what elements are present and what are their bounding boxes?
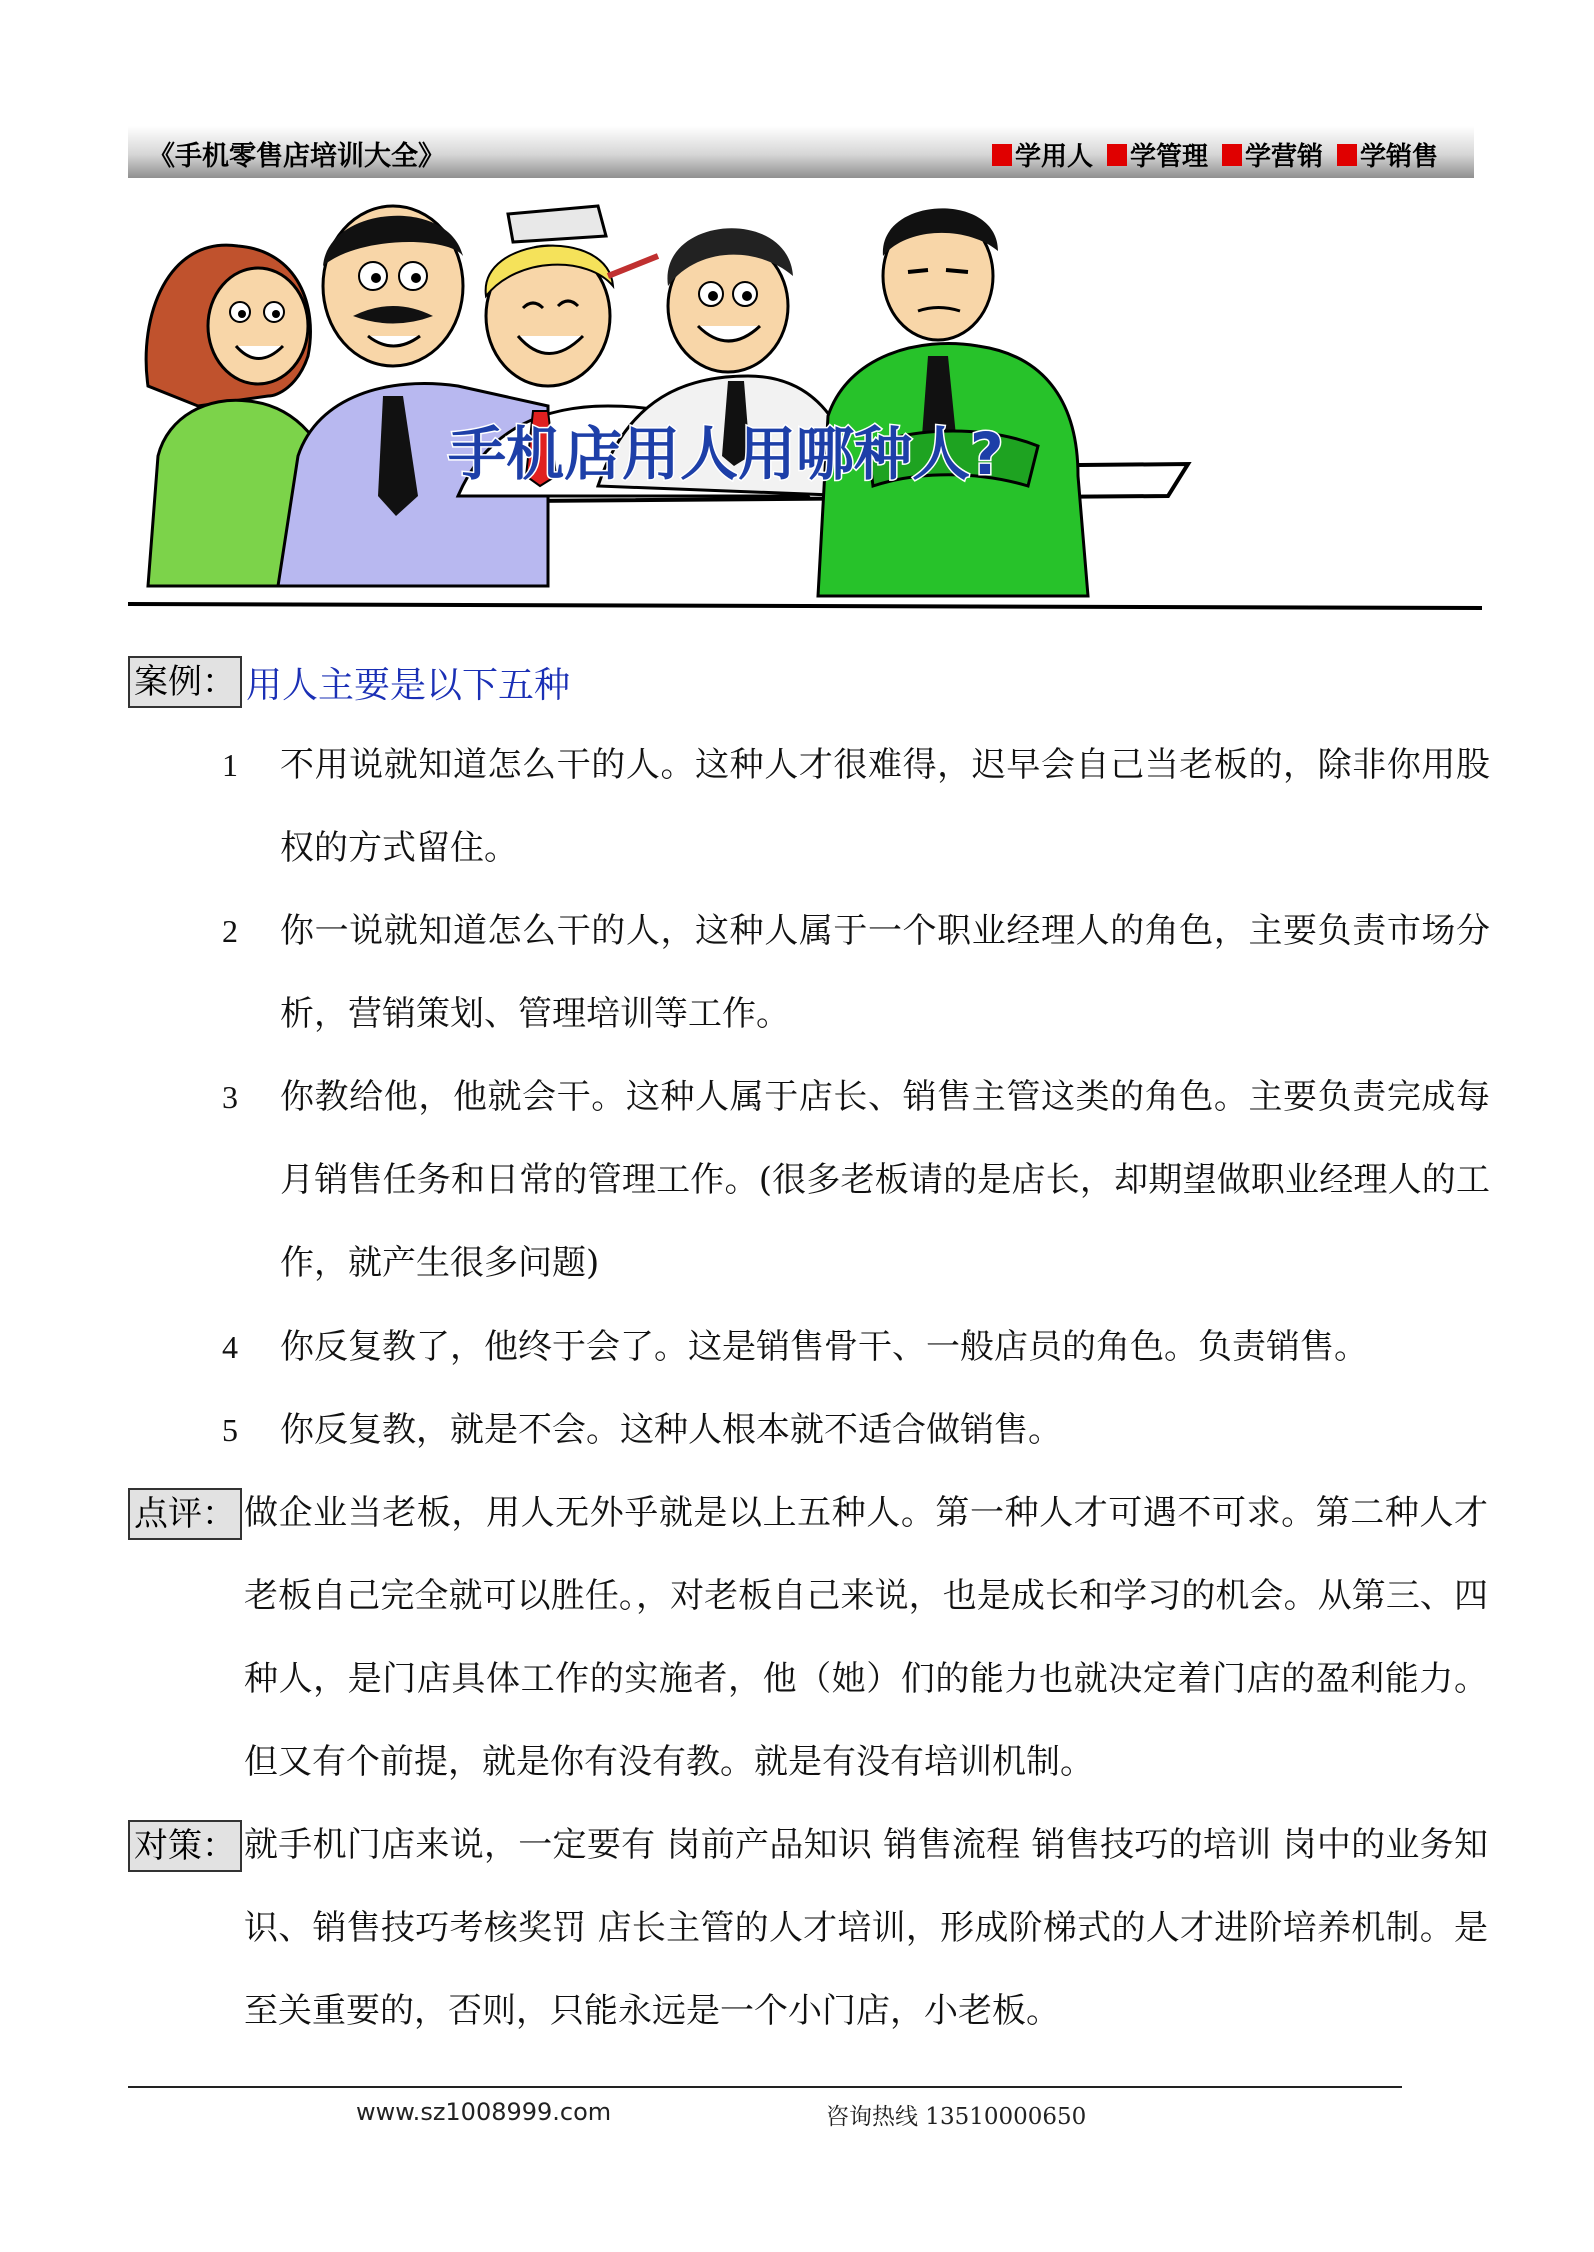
banner-illustration: [128, 196, 1482, 616]
case-heading-row: [128, 656, 570, 708]
header-link-yongren[interactable]: 学用人: [992, 136, 1093, 173]
list-item: [200, 1056, 1500, 1305]
footer-divider: [128, 2086, 1402, 2088]
item-number: 2: [222, 913, 238, 949]
footer-phone: 咨询热线 13510000650: [826, 2104, 1087, 2130]
red-square-icon: [1107, 144, 1127, 166]
red-square-icon: [992, 144, 1012, 166]
strategy-text: 就手机门店来说，一定要有 岗前产品知识 销售流程 销售技巧的培训 岗中的业务知识、销售技巧考核奖罚 店长主管的人才培训，形成阶梯式的人才进阶培养机制。是至关重要的，否则，只能永远是一个小门店，小老板。: [244, 1825, 1488, 2031]
header-link-guanli[interactable]: 学管理: [1107, 136, 1208, 173]
case-tag: 案例：: [128, 656, 242, 708]
list-item: [200, 724, 1500, 890]
comment-tag: 点评：: [128, 1488, 242, 1540]
strategy-tag: 对策：: [128, 1820, 242, 1872]
green-suit-man-figure: [818, 208, 1088, 596]
banner-caption: 手机店用人用哪种人?: [448, 420, 1004, 488]
strategy-section: [128, 1804, 1488, 2053]
item-text: 你反复教，就是不会。这种人根本就不适合做销售。: [280, 1410, 1062, 1450]
item-number: 4: [222, 1329, 238, 1365]
list-item: [200, 1306, 1500, 1389]
case-heading: 用人主要是以下五种: [246, 664, 571, 706]
list-item: [200, 1389, 1500, 1472]
item-text: 你一说就知道怎么干的人，这种人属于一个职业经理人的角色，主要负责市场分析，营销策划、管理培训等工作。: [280, 911, 1490, 1034]
item-number: 1: [222, 747, 238, 783]
comment-section: [128, 1472, 1488, 1804]
list-item: [200, 890, 1500, 1056]
page-header: [128, 126, 1474, 178]
item-number: 5: [222, 1412, 238, 1448]
item-number: 3: [222, 1079, 238, 1115]
item-text: 你教给他，他就会干。这种人属于店长、销售主管这类的角色。主要负责完成每月销售任务和日常的管理工作。(很多老板请的是店长，却期望做职业经理人的工作，就产生很多问题): [280, 1077, 1490, 1283]
item-text: 你反复教了，他终于会了。这是销售骨干、一般店员的角色。负责销售。: [280, 1327, 1368, 1367]
comment-text: 做企业当老板，用人无外乎就是以上五种人。第一种人才可遇不可求。第二种人才老板自己完全就可以胜任。，对老板自己来说，也是成长和学习的机会。从第三、四种人，是门店具体工作的实施者，他（她）们的能力也就决定着门店的盈利能力。但又有个前提，就是你有没有教。就是有没有培训机制。: [244, 1493, 1488, 1782]
item-text: 不用说就知道怎么干的人。这种人才很难得，迟早会自己当老板的，除非你用股权的方式留住。: [280, 745, 1490, 868]
header-link-xiaoshou[interactable]: 学销售: [1337, 136, 1438, 173]
footer-url[interactable]: www.sz1008999.com: [356, 2098, 612, 2126]
red-square-icon: [1337, 144, 1357, 166]
header-links: [992, 136, 1438, 173]
red-square-icon: [1222, 144, 1242, 166]
book-title: 《手机零售店培训大全》: [148, 141, 445, 172]
header-link-yingxiao[interactable]: 学营销: [1222, 136, 1323, 173]
